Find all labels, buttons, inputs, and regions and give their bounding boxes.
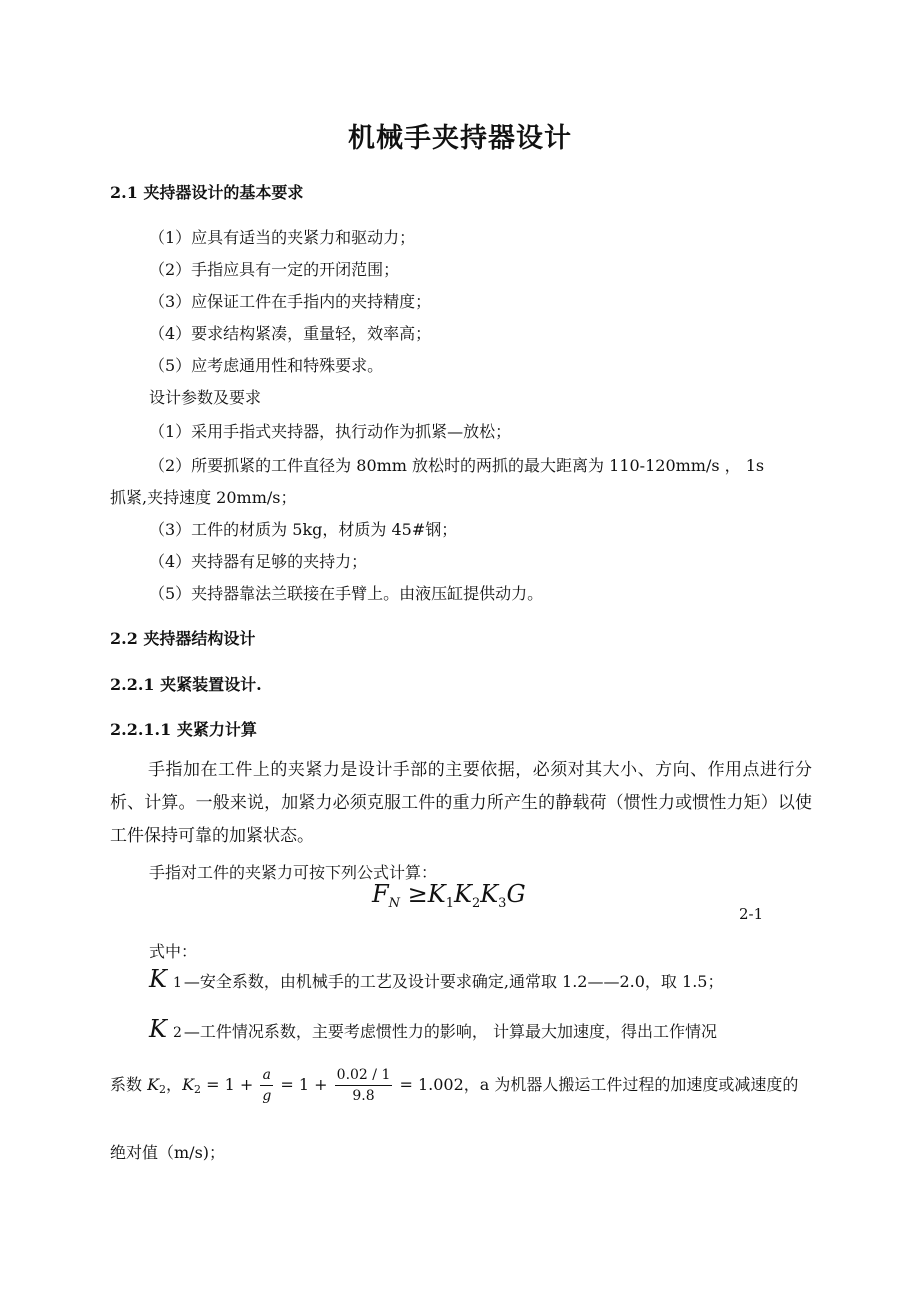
fraction-numeric [335,1065,393,1106]
equation-number: 2-1 [739,905,764,923]
section-heading-2-2: 2.2 夹持器结构设计 [110,629,256,648]
k1-symbol: K [149,965,167,993]
equation-g: G [506,880,526,908]
fraction-a-numerator: a [262,1067,272,1083]
param-item-5: （5）夹持器靠法兰联接在手臂上。由液压缸提供动力。 [149,584,544,603]
param-item-1: （1）采用手指式夹持器，执行动作为抓紧—放松； [149,422,512,441]
equation-k2: K [454,880,472,908]
k2-formula-symbol-2: K [182,1075,195,1094]
k2-formula-symbol: K [147,1075,160,1094]
k2-formula-sub-2: 2 [194,1083,202,1096]
k2-formula-tail: ，a 为机器人搬运工件过程的加速度或减速度的 [463,1075,799,1094]
equation-k3-sub: 3 [498,896,507,911]
fraction-a-over-g [260,1065,273,1106]
requirement-item-2: （2）手指应具有一定的开闭范围； [149,260,400,279]
requirement-item-4: （4）要求结构紧凑，重量轻，效率高； [149,324,432,343]
k1-text: —安全系数，由机械手的工艺及设计要求确定,通常取 1.2——2.0，取 1.5； [183,972,724,991]
design-params-heading: 设计参数及要求 [149,388,262,407]
equation-lhs-sub: N [388,896,401,911]
param-item-2: （2）所要抓紧的工件直径为 80mm 放松时的两抓的最大距离为 110-120mm/s ， 1s [149,456,765,475]
k2-subscript: 2 [172,1025,182,1041]
section-heading-2-1: 2.1 夹持器设计的基本要求 [110,183,304,202]
k2-formula-sub: 2 [159,1083,167,1096]
param-item-2-continued: 抓紧,夹持速度 20mm/s； [110,488,297,507]
requirement-item-1: （1）应具有适当的夹紧力和驱动力； [149,228,416,247]
k2-formula-eq2: = 1 + [275,1075,333,1094]
k2-text: —工件情况系数，主要考虑惯性力的影响， 计算最大加速度，得出工作情况 [183,1022,717,1041]
equation-k2-sub: 2 [471,896,481,911]
equation-k1: K [427,880,446,908]
k2-symbol: K [149,1015,167,1043]
fraction-numeric-numerator: 0.02 / 1 [336,1067,391,1083]
requirement-item-5: （5）应考虑通用性和特殊要求。 [149,356,384,375]
formula-intro: 手指对工件的夹紧力可按下列公式计算： [149,863,438,882]
requirement-item-3: （3）应保证工件在手指内的夹持精度； [149,292,432,311]
k2-formula-lead: 系数 [110,1075,148,1094]
k2-formula-eq1: = 1 + [201,1075,259,1094]
equation-k1-sub: 1 [445,896,454,911]
fraction-g-denominator: g [260,1085,273,1106]
equation-lhs: F [372,880,389,908]
closing-line: 绝对值（m/s)； [110,1143,226,1162]
k1-subscript: 1 [172,975,182,991]
page-title: 机械手夹持器设计 [348,123,572,154]
clamping-force-equation [372,880,526,911]
k2-definition [149,1015,717,1043]
k1-definition [149,965,723,993]
param-item-4: （4）夹持器有足够的夹持力； [149,552,368,571]
equation-operator: ≥ [407,880,428,908]
clamping-force-paragraph: 手指加在工件上的夹紧力是设计手部的主要依据，必须对其大小、方向、作用点进行分析、计算。一般来说，加紧力必须克服工件的重力所产生的静载荷（惯性力或惯性力矩）以使工件保持可靠的加紧状态。 [110,760,812,846]
param-item-3: （3）工件的材质为 5kg，材质为 45#钢； [149,520,458,539]
equation-k3: K [480,880,499,908]
k2-formula-sep: ， [166,1075,183,1094]
k2-formula-eq3: = 1.002 [394,1075,464,1094]
where-label: 式中： [149,942,198,961]
section-heading-2-2-1: 2.2.1 夹紧装置设计. [110,675,262,694]
k2-formula-line [110,1065,815,1125]
section-heading-2-2-1-1: 2.2.1.1 夹紧力计算 [110,720,257,739]
fraction-numeric-denominator: 9.8 [335,1085,393,1106]
